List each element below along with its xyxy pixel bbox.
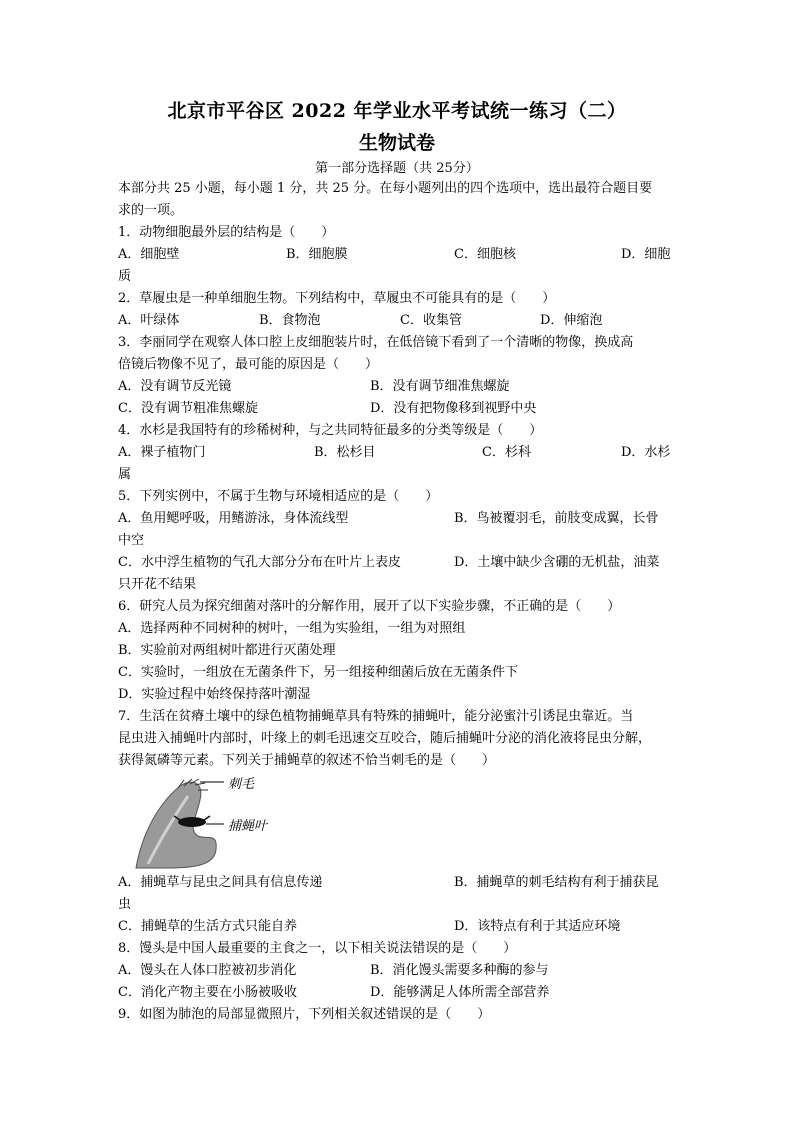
option-c: C．杉科	[482, 445, 531, 460]
option-a: A．鱼用鳃呼吸，用鳍游泳，身体流线型	[118, 511, 349, 526]
option-a: A．选择两种不同树种的树叶，一组为实验组，一组为对照组	[118, 621, 466, 636]
question-1-stem: 1．动物细胞最外层的结构是（ ）	[118, 225, 335, 240]
question-1-options	[118, 244, 678, 266]
option-a: A．细胞壁	[118, 247, 180, 262]
option-b-continued: 虫	[118, 897, 132, 912]
question-4-stem: 4．水杉是我国特有的珍稀树种，与之共同特征最多的分类等级是（ ）	[118, 423, 543, 438]
intro-line: 求的一项。	[118, 203, 184, 218]
question-3-options	[118, 376, 678, 398]
question-8-options	[118, 982, 678, 1004]
option-c: C．细胞核	[454, 247, 516, 262]
question-9-stem: 9．如图为肺泡的局部显微照片，下列相关叙述错误的是（ ）	[118, 1007, 491, 1022]
option-c: C．收集管	[400, 313, 462, 328]
option-c: C．水中浮生植物的气孔大部分分布在叶片上表皮	[118, 555, 401, 570]
option-d: D．能够满足人体所需全部营养	[370, 985, 550, 1000]
question-7-options	[118, 872, 678, 894]
option-b: B．消化馒头需要多种酶的参与	[370, 963, 549, 978]
question-7-stem: 7．生活在贫瘠土壤中的绿色植物捕蝇草具有特殊的捕蝇叶，能分泌蜜汁引诱昆虫靠近。当	[118, 709, 634, 724]
question-5-stem: 5．下列实例中，不属于生物与环境相适应的是（ ）	[118, 489, 439, 504]
option-c: C．消化产物主要在小肠被吸收	[118, 985, 297, 1000]
figure-label-spines: 刺毛	[228, 777, 255, 792]
venus-flytrap-figure	[118, 772, 678, 872]
question-5-options	[118, 552, 678, 574]
option-b: B．食物泡	[259, 313, 321, 328]
option-a: A．捕蝇草与昆虫之间具有信息传递	[118, 875, 323, 890]
figure-label-trap-leaf: 捕蝇叶	[228, 819, 268, 834]
option-d: D．伸缩泡	[540, 313, 603, 328]
option-b: B．没有调节细准焦螺旋	[370, 379, 510, 394]
option-a: A．馒头在人体口腔被初步消化	[118, 963, 297, 978]
option-d: D．土壤中缺少含硼的无机盐，油菜	[454, 555, 660, 570]
option-d: D．水杉	[621, 445, 671, 460]
question-6-stem: 6．研究人员为探究细菌对落叶的分解作用，展开了以下实验步骤，不正确的是（ ）	[118, 599, 621, 614]
exam-title: 北京市平谷区 2022 年学业水平考试统一练习（二）	[167, 100, 627, 122]
question-7-stem: 昆虫进入捕蝇叶内部时，叶缘上的刺毛迅速交互咬合，随后捕蝇叶分泌的消化液将昆虫分解，	[118, 731, 652, 746]
option-d-continued: 只开花不结果	[118, 577, 197, 592]
option-d-continued: 质	[118, 269, 132, 284]
option-d: D．实验过程中始终保持落叶潮湿	[118, 687, 311, 702]
section-heading: 第一部分选择题（共 25分）	[315, 161, 479, 176]
option-b: B．鸟被覆羽毛，前肢变成翼，长骨	[454, 511, 659, 526]
option-c: C．实验时，一组放在无菌条件下，另一组接种细菌后放在无菌条件下	[118, 665, 518, 680]
question-7-options	[118, 916, 678, 938]
question-3-stem: 3．李丽同学在观察人体口腔上皮细胞装片时，在低倍镜下看到了一个清晰的物像，换成高	[118, 335, 634, 350]
option-d: D．该特点有利于其适应环境	[454, 919, 621, 934]
intro-line: 本部分共 25 小题，每小题 1 分，共 25 分。在每小题列出的四个选项中，选出最符合题目要	[118, 181, 653, 196]
question-5-options	[118, 508, 678, 530]
option-a: A．没有调节反光镜	[118, 379, 232, 394]
question-2-stem: 2．草履虫是一种单细胞生物。下列结构中，草履虫不可能具有的是（ ）	[118, 291, 556, 306]
option-d: D．细胞	[621, 247, 671, 262]
option-b-continued: 中空	[118, 533, 145, 548]
option-c: C．捕蝇草的生活方式只能自养	[118, 919, 297, 934]
question-7-stem: 获得氮磷等元素。下列关于捕蝇草的叙述不恰当刺毛的是（ ）	[118, 753, 496, 768]
option-c: C．没有调节粗准焦螺旋	[118, 401, 258, 416]
option-b: B．细胞膜	[286, 247, 348, 262]
question-2-options	[118, 310, 678, 332]
option-d-continued: 属	[118, 467, 132, 482]
question-body	[118, 178, 678, 1026]
option-a: A．叶绿体	[118, 313, 180, 328]
option-b: B．捕蝇草的刺毛结构有利于捕获昆	[454, 875, 659, 890]
question-8-options	[118, 960, 678, 982]
question-3-options	[118, 398, 678, 420]
option-b: B．松杉目	[314, 445, 376, 460]
exam-subtitle: 生物试卷	[358, 132, 435, 154]
option-b: B．实验前对两组树叶都进行灭菌处理	[118, 643, 336, 658]
option-a: A．裸子植物门	[118, 445, 206, 460]
question-3-stem: 倍镜后物像不见了，最可能的原因是（ ）	[118, 357, 379, 372]
option-d: D．没有把物像移到视野中央	[370, 401, 537, 416]
question-8-stem: 8．馒头是中国人最重要的主食之一，以下相关说法错误的是（ ）	[118, 941, 517, 956]
question-4-options	[118, 442, 678, 464]
